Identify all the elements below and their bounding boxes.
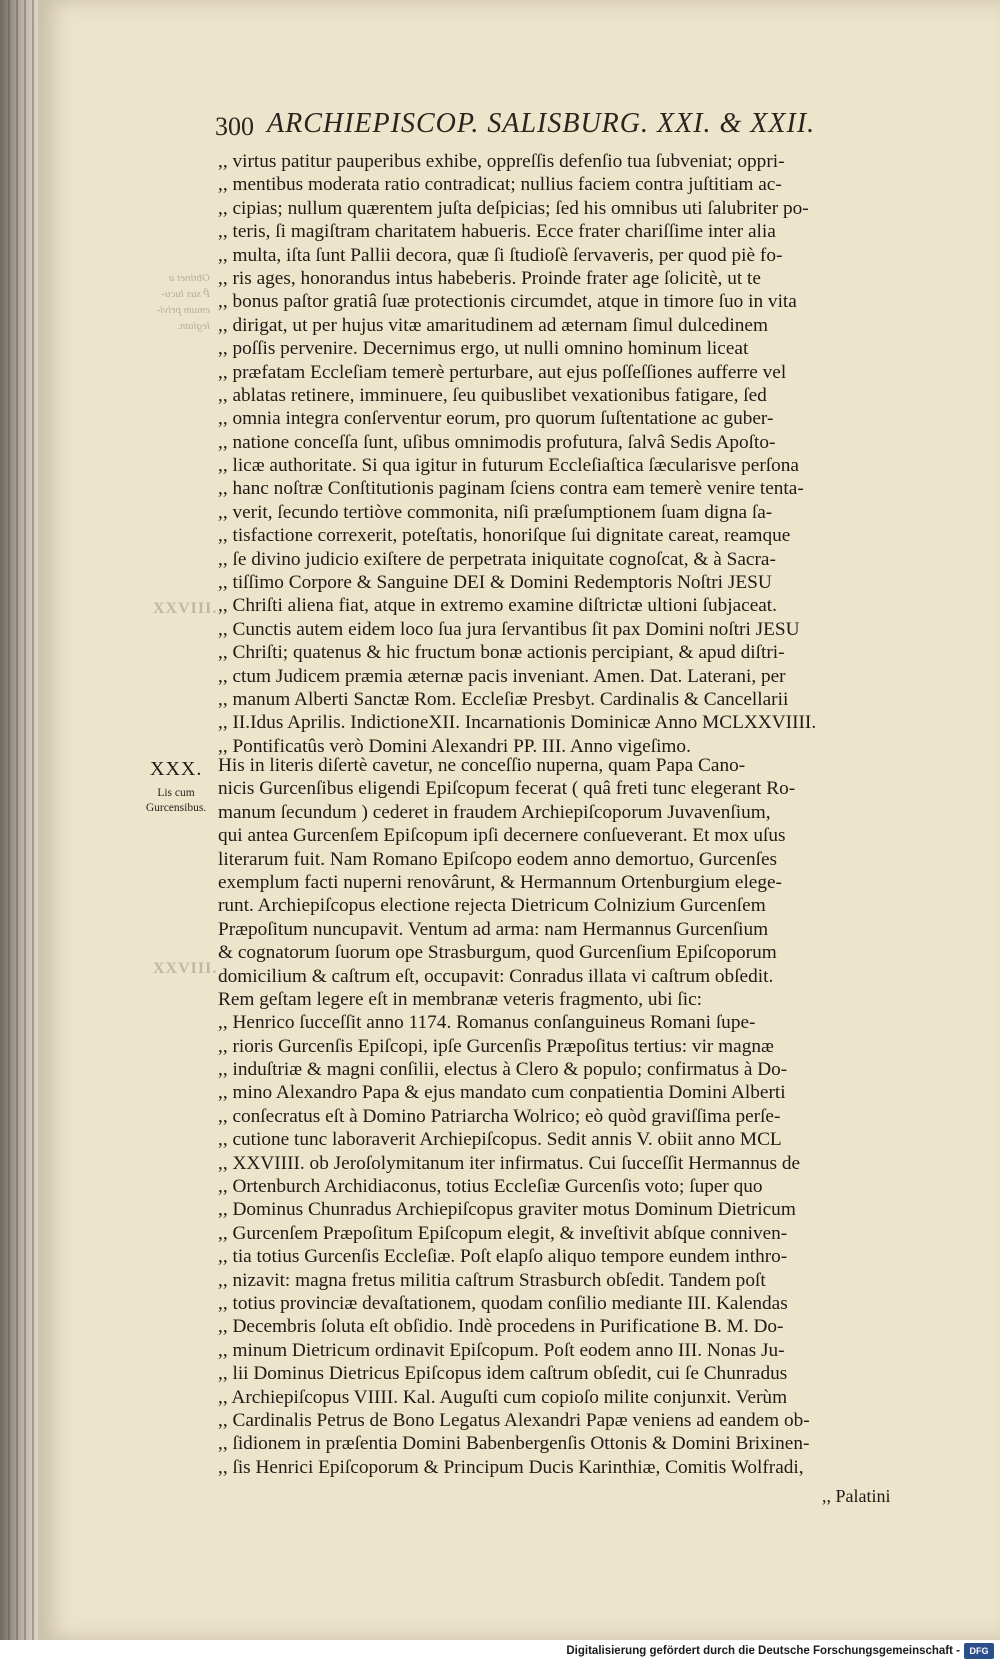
show-through-line: Obtinet a — [168, 272, 210, 284]
show-through-line: legium. — [177, 320, 210, 332]
text-line: ,, nizavit: magna fretus militia caſtrum Strasburch obſedit. Tandem poſt — [218, 1269, 766, 1291]
text-line: ,, Chriſti aliena fiat, atque in extremo examine diſtrictæ ultioni ſubjaceat. — [218, 595, 777, 617]
text-line: nicis Gurcenſibus eligendi Epiſcopum fecerat ( quâ freti tunc elegerant Ro- — [218, 778, 796, 800]
text-line: ,, præfatam Eccleſiam temerè perturbare, aut ejus poſſeſſiones aufferre vel — [218, 361, 787, 383]
text-line: ,, induſtriæ & magni conſilii, electus à Clero & populo; confirmatus à Do- — [218, 1059, 788, 1081]
text-line: ,, Pontificatûs verò Domini Alexandri PP. III. Anno vigeſimo. — [218, 735, 691, 757]
text-line: runt. Archiepiſcopus electione rejecta Dietricum Colnizium Gurcenſem — [218, 895, 766, 917]
text-line: literarum fuit. Nam Romano Epiſcopo eodem anno demortuo, Gurcenſes — [218, 848, 778, 870]
page-number: 300 — [215, 112, 254, 141]
show-through-marginal: XXVIII. — [153, 600, 218, 617]
text-line: ,, manum Alberti Sanctæ Rom. Eccleſiæ Presbyt. Cardinalis & Cancellarii — [218, 688, 789, 710]
text-line: & cognatorum ſuorum ope Strasburgum, quod Gurcenſium Epiſcoporum — [218, 942, 777, 964]
text-line: ,, multa, iſta ſunt Pallii decora, quæ ſi ſtudioſè ſervaveris, per quod piè fo- — [218, 244, 783, 266]
body-text-bottom — [218, 754, 923, 1479]
text-line: ,, tia totius Gurcenſis Eccleſiæ. Poſt elapſo aliquo tempore eundem inthro- — [218, 1246, 788, 1268]
text-line: ,, Dominus Chunradus Archiepiſcopus graviter motus Dominum Dietricum — [218, 1199, 796, 1221]
marginal-note: Lis cum Gurcensibus. — [145, 787, 207, 814]
funding-credit: Digitalisierung gefördert durch die Deutsche Forschungsgemeinschaft - — [566, 1645, 960, 1657]
text-line: ,, natione conceſſa ſunt, uſibus omnimodis profutura, ſalvâ Sedis Apoſto- — [218, 431, 776, 453]
text-line: His in literis diſertè cavetur, ne conceſſio nuperna, quam Papa Cano- — [218, 755, 746, 776]
viewer-footer — [0, 1640, 1000, 1664]
edge-line — [24, 0, 26, 1640]
text-line: ,, ctum Judicem præmia æternæ pacis inveniant. Amen. Dat. Laterani, per — [218, 665, 786, 687]
text-line: ,, Cunctis autem eidem loco ſua jura ſervantibus ſit pax Domini noſtri JESU — [218, 618, 800, 640]
text-line: Rem geſtam legere eſt in membranæ veteris fragmento, ubi ſic: — [218, 988, 703, 1010]
text-line: ,, Henrico ſucceſſit anno 1174. Romanus conſanguineus Romani ſupe- — [218, 1012, 756, 1034]
text-line: ,, ablatas retinere, imminuere, ſeu quibuslibet vexationibus fatigare, ſed — [218, 384, 767, 406]
show-through-marginal: XXVIII. — [153, 960, 218, 977]
text-line: Præpoſitum nuncupavit. Ventum ad arma: nam Hermannus Gurcenſium — [218, 918, 769, 940]
edge-line — [16, 0, 18, 1640]
section-number: XXX. — [150, 758, 203, 780]
text-line: ,, Cardinalis Petrus de Bono Legatus Alexandri Papæ veniens ad eandem ob- — [218, 1409, 810, 1431]
text-line: ,, ris ages, honorandus intus habeberis. Proinde frater age ſolicitè, ut te — [218, 267, 761, 289]
text-line: ,, Ortenburch Archidiaconus, totius Eccleſiæ Gurcenſis voto; ſuper quo — [218, 1176, 763, 1198]
text-line: domicilium & caſtrum eſt, occupavit: Conradus illata vi caſtrum obſedit. — [218, 965, 774, 987]
text-line: ,, ſis Henrici Epiſcoporum & Principum Ducis Karinthiæ, Comitis Wolfradi, — [218, 1456, 804, 1478]
text-line: qui antea Gurcenſem Epiſcopum ipſi decernere conſueverant. Et mox uſus — [218, 825, 786, 847]
text-line: ,, mentibus moderata ratio contradicat; nullius faciem contra juſtitiam ac- — [218, 174, 782, 196]
text-line: ,, tisfactione correxerit, poteſtatis, honoriſque ſui dignitate careat, reamque — [218, 525, 791, 547]
text-line: ,, tiſſimo Corpore & Sanguine DEI & Domini Redemptoris Noſtri JESU — [218, 572, 772, 594]
text-line: ,, cipias; nullum quærentem juſta deſpicias; ſed his omnibus uti ſalubriter po- — [218, 197, 809, 219]
text-line: ,, Decembris ſoluta eſt obſidio. Indè procedens in Purificatione B. M. Do- — [218, 1316, 784, 1338]
body-text-top — [218, 150, 923, 758]
text-line: ,, ſe divino judicio exiſtere de perpetrata iniquitate cognoſcat, & à Sacra- — [218, 548, 776, 570]
show-through-line: emum privi- — [156, 304, 210, 316]
edge-line — [32, 0, 34, 1640]
text-line: ,, cutione tunc laboraverit Archiepiſcopus. Sedit annis V. obiit anno MCL — [218, 1129, 782, 1151]
text-line: ,, dirigat, ut per hujus vitæ amaritudinem ad æternam ſimul dulcedinem — [218, 314, 768, 336]
text-line: ,, verit, ſecundo tertiòve commonita, niſi præſumptionem ſuam digna ſa- — [218, 501, 773, 523]
text-line: ,, lii Dominus Dietricus Epiſcopus idem caſtrum obſedit, cui ſe Chunradus — [218, 1363, 788, 1385]
text-line: ,, conſecratus eſt à Domino Patriarcha Wolrico; eò quòd graviſſima perſe- — [218, 1105, 781, 1127]
text-line: ,, teris, ſi magiſtram charitatem habueris. Ecce frater chariſſime inter alia — [218, 221, 776, 243]
edge-line — [8, 0, 10, 1640]
dfg-logo: DFG — [964, 1643, 994, 1659]
text-line: ,, virtus patitur pauperibus exhibe, oppreſſis defenſio tua ſubveniat; oppri- — [218, 151, 785, 172]
running-title: ARCHIEPISCOP. SALISBURG. XXI. & XXII. — [267, 108, 816, 139]
text-line: ,, Archiepiſcopus VIIII. Kal. Auguſti cum copioſo milite conjunxit. Verùm — [218, 1386, 788, 1408]
text-line: ,, poſſis pervenire. Decernimus ergo, ut nulli omnino hominum liceat — [218, 338, 749, 360]
text-line: ,, rioris Gurcenſis Epiſcopi, ipſe Gurcenſis Præpoſitus tertius: vir magnæ — [218, 1035, 774, 1057]
text-line: ,, Gurcenſem Præpoſitum Epiſcopum elegit, & inveſtivit abſque conniven- — [218, 1222, 788, 1244]
catchword: ,, Palatini — [822, 1486, 891, 1506]
page-header — [215, 108, 875, 148]
text-line: manum ſecundum ) cederet in fraudem Archiepiſcoporum Juvavenſium, — [218, 801, 771, 823]
text-line: ,, XXVIIII. ob Jeroſolymitanum iter infirmatus. Cui ſucceſſit Hermannus de — [218, 1152, 801, 1174]
show-through-line: P̃ sus lucu- — [161, 288, 210, 300]
text-line: ,, licæ authoritate. Si qua igitur in futurum Eccleſiaſtica ſæcularisve perſona — [218, 455, 799, 477]
text-line: ,, totius provinciæ devaſtationem, quodam conſilio mediante III. Kalendas — [218, 1292, 788, 1314]
text-line: ,, omnia integra conſerventur eorum, pro quorum ſuſtentatione ac guber- — [218, 408, 774, 430]
text-line: ,, hanc noſtræ Conſtitutionis paginam ſciens contra eam temerè venire tenta- — [218, 478, 804, 500]
text-line: ,, bonus paſtor gratiâ ſuæ protectionis circumdet, atque in timore ſuo in vita — [218, 291, 797, 313]
show-through-text — [150, 270, 210, 334]
text-line: ,, minum Dietricum ordinavit Epiſcopum. Poſt eodem anno III. Nonas Ju- — [218, 1339, 785, 1361]
text-line: ,, II.Idus Aprilis. IndictioneXII. Incarnationis Dominicæ Anno MCLXXVIIII. — [218, 712, 817, 734]
text-line: ,, ſidionem in præſentia Domini Babenbergenſis Ottonis & Domini Brixinen- — [218, 1433, 810, 1455]
text-line: ,, Chriſti; quatenus & hic fructum bonæ actionis percipiant, & apud diſtri- — [218, 642, 785, 664]
text-line: ,, mino Alexandro Papa & ejus mandato cum conpatientia Domini Alberti — [218, 1082, 786, 1104]
text-line: exemplum facti nuperni renovârunt, & Hermannum Ortenburgium elege- — [218, 871, 782, 893]
